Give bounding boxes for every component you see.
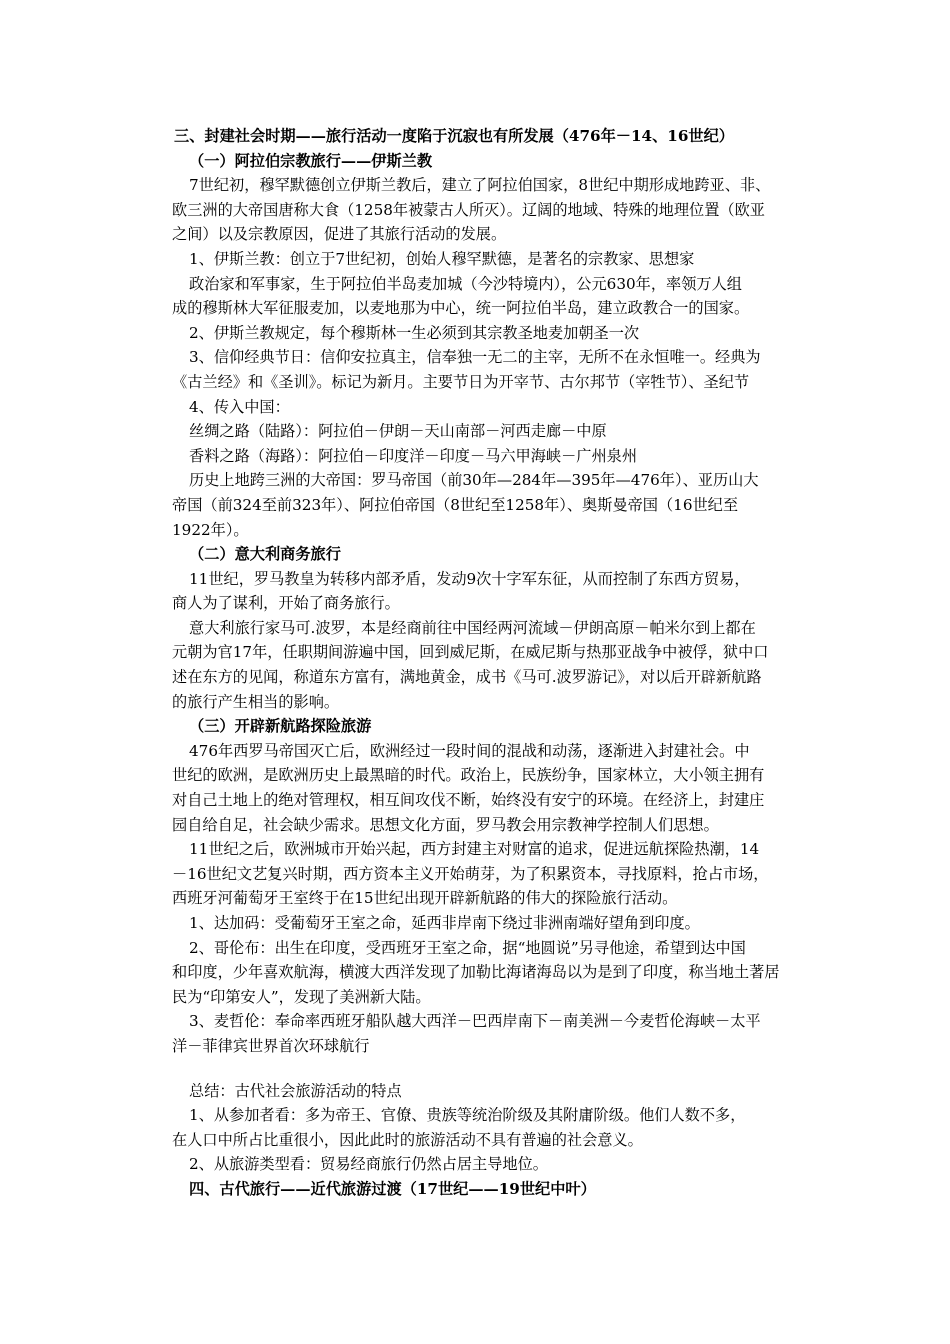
section-heading: （二）意大利商务旅行 [189,545,341,564]
text-line: 意大利旅行家马可.波罗，本是经商前往中国经两河流域－伊朗高原－帕米尔到上都在 [189,618,756,637]
text-line: 2、伊斯兰教规定，每个穆斯林一生必须到其宗教圣地麦加朝圣一次 [189,323,640,342]
text-line: 欧三洲的大帝国唐称大食（1258年被蒙古人所灭）。辽阔的地域、特殊的地理位置（欧亚 [172,200,765,219]
section-heading: （三）开辟新航路探险旅游 [189,717,372,736]
text-line: 在人口中所占比重很小，因此此时的旅游活动不具有普遍的社会意义。 [172,1130,643,1149]
section-heading: 四、古代旅行——近代旅游过渡（17世纪——19世纪中叶） [189,1179,596,1198]
blank-line [172,1059,810,1079]
text-line: 丝绸之路（陆路）：阿拉伯－伊朗－天山南部－河西走廊－中原 [189,422,607,441]
text-line: 1922年）。 [172,520,249,539]
text-line: 民为“印第安人”，发现了美洲新大陆。 [172,987,431,1006]
text-line: 1、达加码：受葡萄牙王室之命，延西非岸南下绕过非洲南端好望角到印度。 [189,914,700,932]
text-line: 帝国（前324至前323年）、阿拉伯帝国（8世纪至1258年）、奥斯曼帝国（16世纪至 [172,495,739,514]
text-line: 政治家和军事家，生于阿拉伯半岛麦加城（今沙特境内），公元630年，率领万人组 [189,274,742,293]
text-line: 对自己土地上的绝对管理权，相互间攻伐不断，始终没有安宁的环境。在经济上，封建庄 [172,791,765,810]
text-line: 1、从参加者看：多为帝王、官僚、贵族等统治阶级及其附庸阶级。他们人数不多， [189,1106,746,1125]
text-line: 2、哥伦布：出生在印度，受西班牙王室之命，据“地圆说”另寻他途，希望到达中国 [189,938,746,957]
text-line: 《古兰经》和《圣训》。标记为新月。主要节日为开宰节、古尔邦节（宰牲节）、圣纪节 [172,372,750,391]
text-line: 11世纪，罗马教皇为转移内部矛盾，发动9次十字军东征，从而控制了东西方贸易， [189,569,750,588]
text-line: 的旅行产生相当的影响。 [172,692,340,711]
text-line: 4、传入中国： [189,397,290,416]
section-heading: （一）阿拉伯宗教旅行——伊斯兰教 [189,151,432,170]
text-line: 11世纪之后，欧洲城市开始兴起，西方封建主对财富的追求，促进远航探险热潮，14 [189,840,760,859]
text-line: 成的穆斯林大军征服麦加，以麦地那为中心，统一阿拉伯半岛，建立政教合一的国家。 [172,299,750,318]
text-line: 述在东方的见闻，称道东方富有，满地黄金，成书《马可.波罗游记》，对以后开辟新航路 [172,668,762,687]
text-line: 和印度，少年喜欢航海，横渡大西洋发现了加勒比海诸海岛以为是到了印度，称当地土著居 [172,963,780,982]
text-line: 历史上地跨三洲的大帝国：罗马帝国（前30年—284年—395年—476年）、亚历山大 [189,471,759,490]
text-line: 商人为了谋利，开始了商务旅行。 [172,594,400,613]
text-line: 西班牙河葡萄牙王室终于在15世纪出现开辟新航路的伟大的探险旅行活动。 [172,889,678,908]
text-line: 世纪的欧洲，是欧洲历史上最黑暗的时代。政治上，民族纷争，国家林立，大小领主拥有 [172,766,765,785]
text-line: 7世纪初，穆罕默德创立伊斯兰教后，建立了阿拉伯国家，8世纪中期形成地跨亚、非、 [189,176,771,195]
text-line: 总结：古代社会旅游活动的特点 [189,1081,402,1100]
section-heading: 三、封建社会时期——旅行活动一度陷于沉寂也有所发展（476年－14、16世纪） [174,127,734,145]
document-body [172,124,810,1202]
text-line: 香料之路（海路）：阿拉伯－印度洋－印度－马六甲海峡－广州泉州 [189,446,638,465]
text-line: 洋－菲律宾世界首次环球航行 [172,1036,370,1055]
text-line: 3、信仰经典节日：信仰安拉真主，信奉独一无二的主宰，无所不在永恒唯一。经典为 [189,348,761,367]
text-line: －16世纪文艺复兴时期，西方资本主义开始萌芽，为了积累资本，寻找原料，抢占市场， [172,864,769,883]
text-line: 2、从旅游类型看：贸易经商旅行仍然占居主导地位。 [189,1155,548,1174]
text-line: 之间）以及宗教原因，促进了其旅行活动的发展。 [172,225,507,244]
text-line: 3、麦哲伦：奉命率西班牙船队越大西洋－巴西岸南下－南美洲－今麦哲伦海峡－太平 [189,1012,761,1031]
text-line: 1、伊斯兰教：创立于7世纪初，创始人穆罕默德，是著名的宗教家、思想家 [189,249,695,268]
text-line: 476年西罗马帝国灭亡后，欧洲经过一段时间的混战和动荡，逐渐进入封建社会。中 [189,741,750,760]
text-line: 园自给自足，社会缺少需求。思想文化方面，罗马教会用宗教神学控制人们思想。 [172,815,719,834]
text-line: 元朝为官17年，任职期间游遍中国，回到威尼斯，在威尼斯与热那亚战争中被俘，狱中口 [172,643,769,662]
